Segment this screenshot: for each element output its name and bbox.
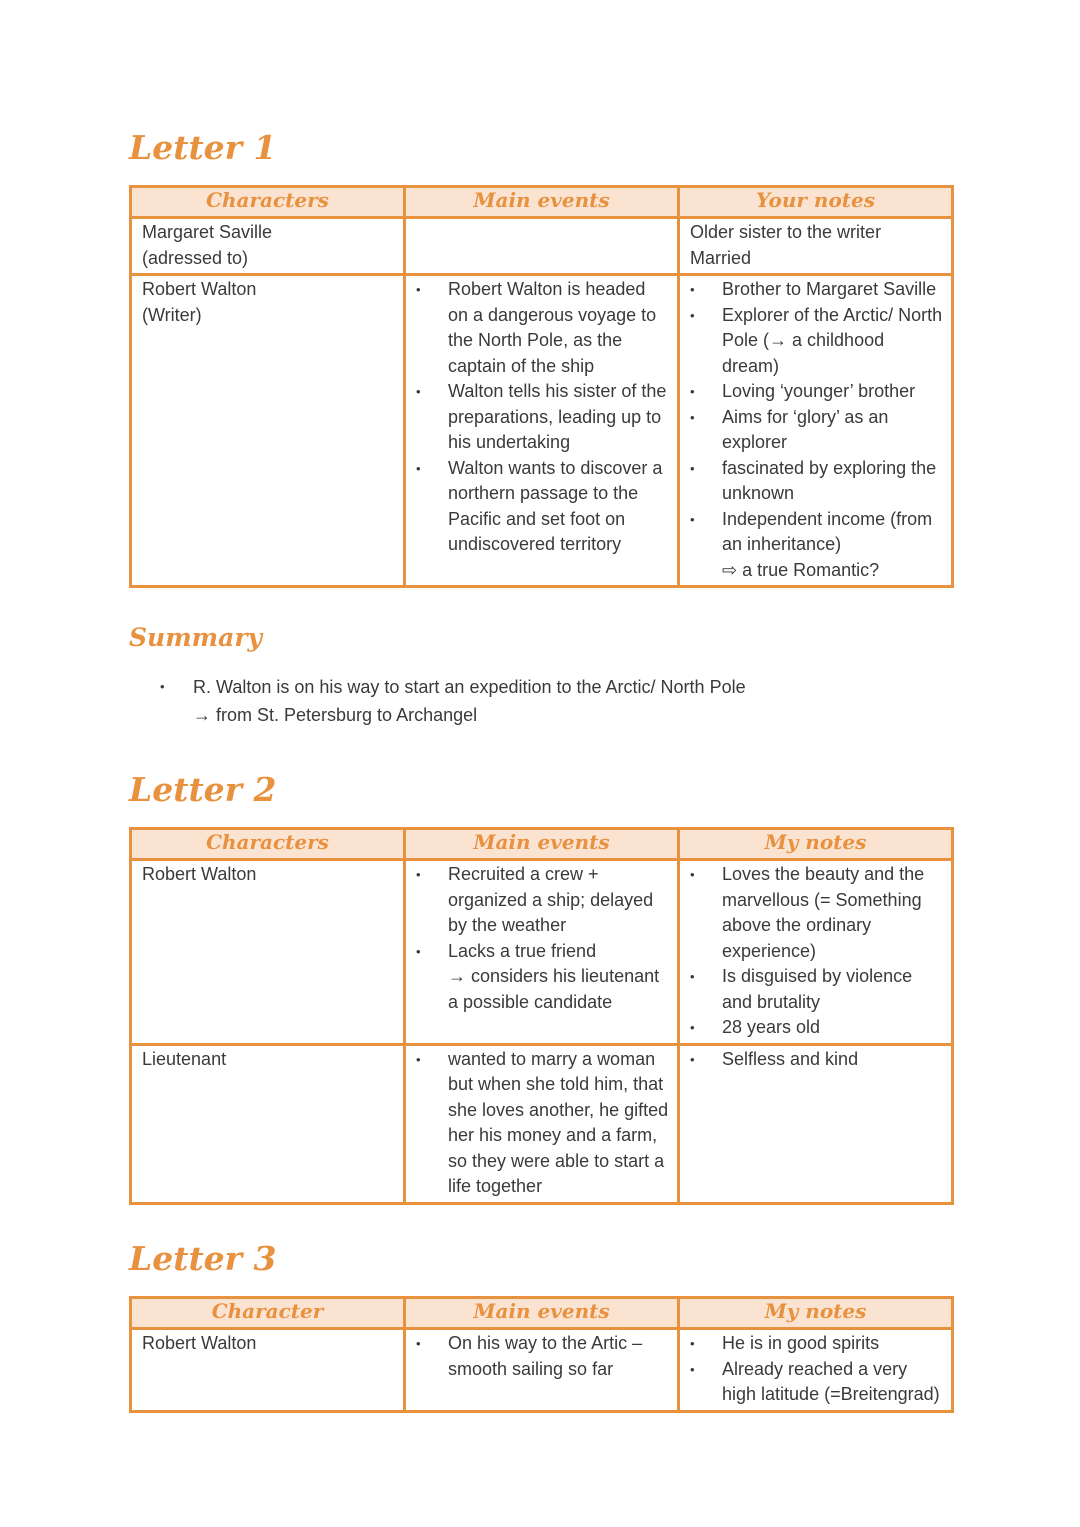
list-item: • Walton wants to discover a northern passage to the Pacific and set foot on undiscovered territory: [416, 456, 669, 558]
list-item: • Loving ‘younger’ brother: [690, 379, 943, 405]
list-item: • On his way to the Artic – smooth sailing so far: [416, 1331, 669, 1382]
list-item: • Is disguised by violence and brutality: [690, 964, 943, 1015]
character-role: (adressed to): [142, 247, 249, 268]
bullet-dot: •: [160, 679, 165, 694]
col-header-characters: Characters: [131, 187, 405, 218]
notes-cell: [679, 275, 953, 587]
notes-cell: [679, 1329, 953, 1412]
character-role: (Writer): [142, 304, 202, 325]
col-header-notes: Your notes: [679, 187, 953, 218]
summary-bullet: [160, 673, 746, 701]
col-header-main-events: Main events: [405, 1298, 679, 1329]
list-item: • Loves the beauty and the marvellous (= Something above the ordinary experience): [690, 862, 943, 964]
character-name: Robert Walton: [142, 279, 257, 299]
letter1-title: Letter 1: [129, 128, 277, 167]
table-row: [131, 275, 953, 587]
list-item: • fascinated by exploring the unknown: [690, 456, 943, 507]
list-item: • Lacks a true friend: [416, 939, 669, 965]
letter3-table: [129, 1296, 954, 1413]
list-item: • Explorer of the Arctic/ North Pole (→ a childhood dream): [690, 303, 943, 380]
character-cell: [131, 1044, 405, 1203]
col-header-character: Character: [131, 1298, 405, 1329]
character-name: Robert Walton: [142, 864, 257, 884]
character-name: Lieutenant: [142, 1048, 227, 1069]
list-item-sub: → considers his lieutenant a possible candidate: [448, 966, 660, 1012]
letter2-title: Letter 2: [129, 770, 277, 809]
character-cell: [131, 1329, 405, 1412]
events-cell: [405, 275, 679, 587]
list-item: • Already reached a very high latitude (=Breitengrad): [690, 1357, 943, 1408]
list-item: • wanted to marry a woman but when she told him, that she loves another, he gifted her his money and a farm, so they were able to start a life together: [416, 1047, 669, 1200]
letter3-title: Letter 3: [129, 1239, 277, 1278]
character-cell: [131, 218, 405, 275]
summary-title: Summary: [129, 623, 263, 652]
events-cell: [405, 860, 679, 1045]
table-header-row: [131, 187, 953, 218]
letter1-table: [129, 185, 954, 588]
table-row: [131, 1044, 953, 1203]
table-row: [131, 218, 953, 275]
notes-cell: [679, 1044, 953, 1203]
events-cell: [405, 218, 679, 275]
col-header-notes: My notes: [679, 1298, 953, 1329]
list-item: • Aims for ‘glory’ as an explorer: [690, 405, 943, 456]
notes-cell: [679, 218, 953, 275]
character-cell: [131, 860, 405, 1045]
table-header-row: [131, 1298, 953, 1329]
col-header-characters: Characters: [131, 829, 405, 860]
list-item: • Walton tells his sister of the preparations, leading up to his undertaking: [416, 379, 669, 456]
character-cell: [131, 275, 405, 587]
summary-subline: → from St. Petersburg to Archangel: [193, 705, 478, 725]
table-row: [131, 860, 953, 1045]
list-item: • Recruited a crew + organized a ship; delayed by the weather: [416, 862, 669, 939]
list-item: • Robert Walton is headed on a dangerous voyage to the North Pole, as the captain of the ship: [416, 277, 669, 379]
list-item: • Selfless and kind: [690, 1047, 943, 1073]
events-cell: [405, 1044, 679, 1203]
summary-block: [160, 673, 746, 729]
character-name: Margaret Saville: [142, 222, 273, 242]
summary-text: R. Walton is on his way to start an expedition to the Arctic/ North Pole: [193, 677, 746, 697]
list-item-sub: ⇨ a true Romantic?: [722, 559, 880, 580]
list-item: • Brother to Margaret Saville: [690, 277, 943, 303]
col-header-main-events: Main events: [405, 187, 679, 218]
note-line: Older sister to the writer: [690, 222, 882, 242]
table-header-row: [131, 829, 953, 860]
col-header-main-events: Main events: [405, 829, 679, 860]
events-cell: [405, 1329, 679, 1412]
letter2-table: [129, 827, 954, 1205]
table-row: [131, 1329, 953, 1412]
note-line: Married: [690, 247, 752, 268]
col-header-notes: My notes: [679, 829, 953, 860]
list-item: • Independent income (from an inheritance): [690, 507, 943, 558]
notes-cell: [679, 860, 953, 1045]
list-item: • 28 years old: [690, 1015, 943, 1041]
character-name: Robert Walton: [142, 1333, 257, 1353]
list-item: • He is in good spirits: [690, 1331, 943, 1357]
